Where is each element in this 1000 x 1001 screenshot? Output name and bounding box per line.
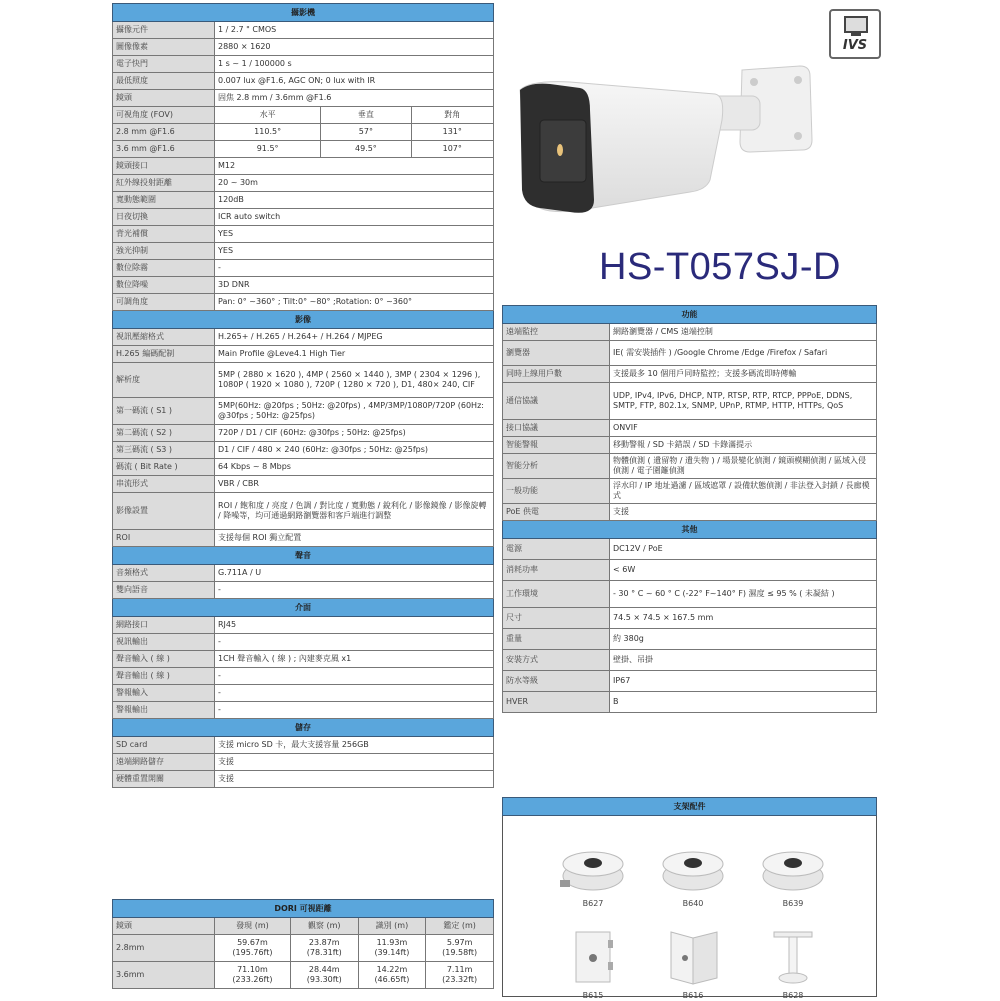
spec-value: 5MP ( 2880 × 1620 ), 4MP ( 2560 × 1440 ), 3MP ( 2304 × 1296 ), 1080P ( 1920 × 1080 ), 720P ( 1280 × 720 ), D1, 480× 240, CIF bbox=[215, 363, 494, 398]
table-row bbox=[113, 39, 494, 56]
table-row bbox=[113, 651, 494, 668]
spec-key: 解析度 bbox=[113, 363, 215, 398]
fov-value: 49.5° bbox=[321, 141, 411, 158]
spec-value: Pan: 0° ~360° ; Tilt:0° ~80° ;Rotation: 0° ~360° bbox=[215, 294, 494, 311]
spec-key: 影像設置 bbox=[113, 493, 215, 530]
monitor-icon bbox=[844, 16, 868, 33]
table-row bbox=[113, 175, 494, 192]
dori-col-lens: 鏡頭 bbox=[113, 918, 215, 935]
spec-value: 支援 bbox=[610, 504, 877, 521]
spec-value: ICR auto switch bbox=[215, 209, 494, 226]
spec-value: 1 / 2.7 " CMOS bbox=[215, 22, 494, 39]
table-row bbox=[113, 277, 494, 294]
spec-value: 固焦 2.8 mm / 3.6mm @F1.6 bbox=[215, 90, 494, 107]
table-row bbox=[113, 226, 494, 243]
spec-value: 移動警報 / SD 卡錯誤 / SD 卡錄滿提示 bbox=[610, 437, 877, 454]
monitor-stand-icon bbox=[851, 33, 861, 36]
spec-key: 第一碼流 ( S1 ) bbox=[113, 398, 215, 425]
spec-key: 聲音輸入 ( 線 ) bbox=[113, 651, 215, 668]
accessory-label: B615 bbox=[582, 991, 604, 1000]
accessory-item bbox=[743, 928, 843, 1001]
dori-table bbox=[112, 899, 494, 989]
spec-value: IE( 需安裝插件 ) /Google Chrome /Edge /Firefox / Safari bbox=[610, 341, 877, 366]
spec-value: 720P / D1 / CIF (60Hz: @30fps ; 50Hz: @25fps) bbox=[215, 425, 494, 442]
accessory-item bbox=[743, 846, 843, 909]
spec-value: 支援每個 ROI 獨立配置 bbox=[215, 530, 494, 547]
table-row bbox=[113, 582, 494, 599]
table-row bbox=[113, 243, 494, 260]
spec-value: 74.5 × 74.5 × 167.5 mm bbox=[610, 608, 877, 629]
spec-value: 網路瀏覽器 / CMS 遠端控制 bbox=[610, 324, 877, 341]
spec-value: DC12V / PoE bbox=[610, 539, 877, 560]
spec-key: PoE 供電 bbox=[503, 504, 610, 521]
table-row bbox=[113, 73, 494, 90]
dori-col-detect: 發現 (m) bbox=[215, 918, 291, 935]
spec-value: YES bbox=[215, 226, 494, 243]
table-row bbox=[113, 22, 494, 39]
accessory-item bbox=[543, 928, 643, 1001]
spec-value: 20 ~ 30m bbox=[215, 175, 494, 192]
dori-col-observe: 觀察 (m) bbox=[290, 918, 358, 935]
spec-key: 鏡頭 bbox=[113, 90, 215, 107]
spec-key: 遠端監控 bbox=[503, 324, 610, 341]
spec-value: IP67 bbox=[610, 671, 877, 692]
table-row bbox=[503, 539, 877, 560]
dori-cell: 11.93m (39.14ft) bbox=[358, 935, 426, 962]
table-row bbox=[503, 383, 877, 420]
table-row bbox=[503, 479, 877, 504]
section-header-accessories: 支架配件 bbox=[503, 798, 877, 816]
table-row bbox=[113, 685, 494, 702]
junction-box-icon bbox=[758, 846, 828, 894]
table-row bbox=[113, 617, 494, 634]
ivs-label: IVS bbox=[842, 38, 868, 53]
table-row bbox=[113, 158, 494, 175]
spec-value: - bbox=[215, 260, 494, 277]
spec-key: 通信協議 bbox=[503, 383, 610, 420]
accessory-label: B639 bbox=[782, 899, 804, 908]
table-row bbox=[113, 702, 494, 719]
spec-value: RJ45 bbox=[215, 617, 494, 634]
spec-key: 第三碼流 ( S3 ) bbox=[113, 442, 215, 459]
spec-key: 一般功能 bbox=[503, 479, 610, 504]
spec-value: - bbox=[215, 582, 494, 599]
spec-key: 最低照度 bbox=[113, 73, 215, 90]
spec-value: 3D DNR bbox=[215, 277, 494, 294]
table-row bbox=[113, 363, 494, 398]
accessory-label: B616 bbox=[682, 991, 704, 1000]
table-row bbox=[503, 560, 877, 581]
dori-row bbox=[113, 935, 494, 962]
table-row bbox=[113, 346, 494, 363]
table-row bbox=[113, 737, 494, 754]
table-row bbox=[113, 530, 494, 547]
accessory-label: B640 bbox=[682, 899, 704, 908]
spec-key: 視訊壓縮格式 bbox=[113, 329, 215, 346]
table-row bbox=[503, 437, 877, 454]
spec-value: YES bbox=[215, 243, 494, 260]
spec-value: ROI / 飽和度 / 亮度 / 色調 / 對比度 / 寬動態 / 銳利化 / 影像鏡像 / 影像旋轉 / 降噪等，均可通過網路瀏覽器和客戶端進行調整 bbox=[215, 493, 494, 530]
spec-key: 音頻格式 bbox=[113, 565, 215, 582]
table-row bbox=[113, 493, 494, 530]
table-row bbox=[503, 366, 877, 383]
table-row bbox=[503, 581, 877, 608]
spec-table-left bbox=[112, 3, 494, 788]
table-row bbox=[503, 341, 877, 366]
dori-cell: 28.44m (93.30ft) bbox=[290, 962, 358, 989]
accessory-item bbox=[643, 928, 743, 1001]
spec-key: 網路接口 bbox=[113, 617, 215, 634]
table-row bbox=[503, 504, 877, 521]
fov-value: 107° bbox=[411, 141, 493, 158]
dori-lens: 2.8mm bbox=[113, 935, 215, 962]
spec-value: 1 s ~ 1 / 100000 s bbox=[215, 56, 494, 73]
table-row bbox=[113, 565, 494, 582]
table-row bbox=[113, 634, 494, 651]
accessory-item bbox=[643, 846, 743, 909]
spec-value: ONVIF bbox=[610, 420, 877, 437]
spec-key: 日夜切換 bbox=[113, 209, 215, 226]
junction-box-icon bbox=[558, 846, 628, 894]
spec-key: 電子快門 bbox=[113, 56, 215, 73]
spec-value: 支援 bbox=[215, 754, 494, 771]
table-row bbox=[503, 650, 877, 671]
spec-value: UDP, IPv4, IPv6, DHCP, NTP, RTSP, RTP, RTCP, PPPoE, DDNS, SMTP, FTP, 802.1x, SNMP, UPnP, RTMP, HTTP, HTTPs, QoS bbox=[610, 383, 877, 420]
spec-key: 視訊輸出 bbox=[113, 634, 215, 651]
table-row bbox=[503, 454, 877, 479]
spec-value: 2880 × 1620 bbox=[215, 39, 494, 56]
table-row bbox=[113, 192, 494, 209]
table-row bbox=[113, 260, 494, 277]
spec-key: 雙向語音 bbox=[113, 582, 215, 599]
spec-value: 1CH 聲音輸入 ( 線 ) ; 內建麥克風 x1 bbox=[215, 651, 494, 668]
fov-value: 57° bbox=[321, 124, 411, 141]
bullet-camera-image bbox=[510, 60, 830, 240]
fov-row bbox=[113, 141, 494, 158]
table-row bbox=[113, 459, 494, 476]
spec-key: 碼流 ( Bit Rate ) bbox=[113, 459, 215, 476]
table-row bbox=[113, 329, 494, 346]
table-row bbox=[113, 771, 494, 788]
table-row bbox=[113, 209, 494, 226]
spec-value: 支援 micro SD 卡，最大支援容量 256GB bbox=[215, 737, 494, 754]
table-row bbox=[113, 90, 494, 107]
spec-key: 背光補償 bbox=[113, 226, 215, 243]
spec-value: G.711A / U bbox=[215, 565, 494, 582]
dori-cell: 71.10m (233.26ft) bbox=[215, 962, 291, 989]
accessory-label: B627 bbox=[582, 899, 604, 908]
spec-key: 聲音輸出 ( 線 ) bbox=[113, 668, 215, 685]
spec-value: 壁掛、吊掛 bbox=[610, 650, 877, 671]
spec-key: 消耗功率 bbox=[503, 560, 610, 581]
spec-key: 同時上線用戶數 bbox=[503, 366, 610, 383]
spec-key: 工作環境 bbox=[503, 581, 610, 608]
table-row bbox=[113, 668, 494, 685]
product-model-title: HS-T057SJ-D bbox=[599, 246, 841, 288]
table-row bbox=[503, 671, 877, 692]
spec-key: 警報輸入 bbox=[113, 685, 215, 702]
spec-value: - 30 ° C ~ 60 ° C (-22° F~140° F) 濕度 ≤ 95 % ( 未凝結 ) bbox=[610, 581, 877, 608]
spec-key: HVER bbox=[503, 692, 610, 713]
spec-key: 紅外線投射距離 bbox=[113, 175, 215, 192]
dori-col-identify: 鑑定 (m) bbox=[426, 918, 494, 935]
spec-key: 強光抑制 bbox=[113, 243, 215, 260]
section-header-image: 影像 bbox=[113, 311, 494, 329]
dori-cell: 7.11m (23.32ft) bbox=[426, 962, 494, 989]
fov-col-diagonal: 對角 bbox=[411, 107, 493, 124]
table-row bbox=[113, 754, 494, 771]
accessories-panel bbox=[502, 797, 877, 1000]
accessory-item bbox=[543, 846, 643, 909]
spec-key: 智能警報 bbox=[503, 437, 610, 454]
pendant-mount-icon bbox=[768, 928, 818, 986]
spec-value: H.265+ / H.265 / H.264+ / H.264 / MJPEG bbox=[215, 329, 494, 346]
dori-cell: 5.97m (19.58ft) bbox=[426, 935, 494, 962]
spec-key: 鏡頭接口 bbox=[113, 158, 215, 175]
spec-key: 遠端網路儲存 bbox=[113, 754, 215, 771]
spec-value: M12 bbox=[215, 158, 494, 175]
spec-value: D1 / CIF / 480 × 240 (60Hz: @30fps ; 50Hz: @25fps) bbox=[215, 442, 494, 459]
spec-key: 硬體重置開關 bbox=[113, 771, 215, 788]
spec-key: 寬動態範圍 bbox=[113, 192, 215, 209]
dori-cell: 23.87m (78.31ft) bbox=[290, 935, 358, 962]
spec-key: 智能分析 bbox=[503, 454, 610, 479]
dori-row bbox=[113, 962, 494, 989]
accessory-label: B628 bbox=[782, 991, 804, 1000]
spec-value: - bbox=[215, 702, 494, 719]
spec-value: VBR / CBR bbox=[215, 476, 494, 493]
table-row bbox=[113, 398, 494, 425]
spec-key: H.265 編碼配制 bbox=[113, 346, 215, 363]
spec-value: 支援 bbox=[215, 771, 494, 788]
dori-cell: 14.22m (46.65ft) bbox=[358, 962, 426, 989]
spec-value: 浮水印 / IP 地址過濾 / 區域遮罩 / 設備狀態偵測 / 非法登入封鎖 / 長廊模式 bbox=[610, 479, 877, 504]
junction-box-icon bbox=[658, 846, 728, 894]
spec-key: 重量 bbox=[503, 629, 610, 650]
dori-col-recognize: 識別 (m) bbox=[358, 918, 426, 935]
spec-table-right bbox=[502, 305, 877, 713]
spec-key: SD card bbox=[113, 737, 215, 754]
fov-value: 131° bbox=[411, 124, 493, 141]
spec-value: 支援最多 10 個用戶同時監控；支援多碼流即時傳輸 bbox=[610, 366, 877, 383]
table-row bbox=[113, 442, 494, 459]
table-row bbox=[503, 629, 877, 650]
table-row bbox=[113, 425, 494, 442]
spec-key: 數位降噪 bbox=[113, 277, 215, 294]
table-row bbox=[113, 476, 494, 493]
spec-key: 電源 bbox=[503, 539, 610, 560]
section-header-interface: 介面 bbox=[113, 599, 494, 617]
spec-value: < 6W bbox=[610, 560, 877, 581]
spec-value: - bbox=[215, 668, 494, 685]
spec-key: ROI bbox=[113, 530, 215, 547]
spec-key: 圖像像素 bbox=[113, 39, 215, 56]
spec-key: 警報輸出 bbox=[113, 702, 215, 719]
spec-key: 2.8 mm @F1.6 bbox=[113, 124, 215, 141]
section-header-other: 其他 bbox=[503, 521, 877, 539]
spec-value: 5MP(60Hz: @20fps ; 50Hz: @20fps) , 4MP/3MP/1080P/720P (60Hz: @30fps ; 50Hz: @25fps) bbox=[215, 398, 494, 425]
fov-row bbox=[113, 124, 494, 141]
ivs-badge bbox=[829, 9, 881, 59]
dori-cell: 59.67m (195.76ft) bbox=[215, 935, 291, 962]
spec-key: 安裝方式 bbox=[503, 650, 610, 671]
table-row bbox=[503, 324, 877, 341]
section-header-dori: DORI 可視距離 bbox=[113, 900, 494, 918]
spec-value: Main Profile @Leve4.1 High Tier bbox=[215, 346, 494, 363]
spec-key: 尺寸 bbox=[503, 608, 610, 629]
spec-key: 瀏覽器 bbox=[503, 341, 610, 366]
spec-value: 0.007 lux @F1.6, AGC ON; 0 lux with IR bbox=[215, 73, 494, 90]
spec-value: 物體偵測 ( 遺留物 / 遺失物 ) / 場景變化偵測 / 鏡頭模糊偵測 / 區域入侵偵測 / 電子圍籬偵測 bbox=[610, 454, 877, 479]
table-row bbox=[113, 56, 494, 73]
spec-value: 120dB bbox=[215, 192, 494, 209]
spec-value: 64 Kbps ~ 8 Mbps bbox=[215, 459, 494, 476]
fov-value: 91.5° bbox=[215, 141, 321, 158]
fov-col-vertical: 垂直 bbox=[321, 107, 411, 124]
spec-value: - bbox=[215, 634, 494, 651]
spec-key: 數位除霧 bbox=[113, 260, 215, 277]
spec-value: 約 380g bbox=[610, 629, 877, 650]
table-row bbox=[113, 294, 494, 311]
section-header-audio: 聲音 bbox=[113, 547, 494, 565]
spec-value: B bbox=[610, 692, 877, 713]
table-row bbox=[503, 608, 877, 629]
dori-header-row bbox=[113, 918, 494, 935]
spec-key: 第二碼流 ( S2 ) bbox=[113, 425, 215, 442]
section-header-camera: 攝影機 bbox=[113, 4, 494, 22]
section-header-storage: 儲存 bbox=[113, 719, 494, 737]
spec-value: - bbox=[215, 685, 494, 702]
fov-value: 110.5° bbox=[215, 124, 321, 141]
accessories-grid bbox=[503, 816, 876, 1000]
pole-mount-icon bbox=[568, 928, 618, 986]
spec-key: 攝像元件 bbox=[113, 22, 215, 39]
fov-header-row bbox=[113, 107, 494, 124]
spec-key: 可視角度 (FOV) bbox=[113, 107, 215, 124]
table-row bbox=[503, 420, 877, 437]
spec-key: 串流形式 bbox=[113, 476, 215, 493]
spec-key: 接口協議 bbox=[503, 420, 610, 437]
dori-lens: 3.6mm bbox=[113, 962, 215, 989]
fov-col-horizontal: 水平 bbox=[215, 107, 321, 124]
spec-key: 可調角度 bbox=[113, 294, 215, 311]
corner-mount-icon bbox=[663, 928, 723, 986]
spec-key: 3.6 mm @F1.6 bbox=[113, 141, 215, 158]
table-row bbox=[503, 692, 877, 713]
spec-key: 防水等級 bbox=[503, 671, 610, 692]
section-header-functions: 功能 bbox=[503, 306, 877, 324]
